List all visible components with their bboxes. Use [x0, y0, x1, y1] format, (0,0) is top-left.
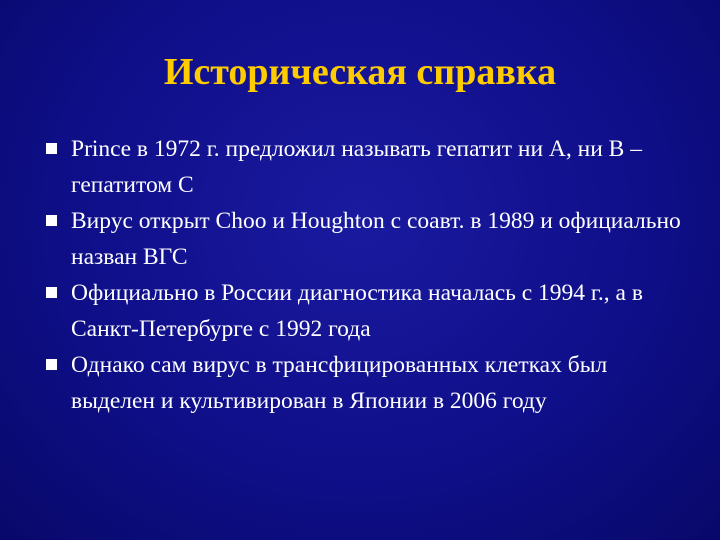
- slide-title: Историческая справка: [163, 51, 557, 93]
- bullet-item: [46, 275, 686, 347]
- bullet-list: [46, 131, 686, 419]
- bullet-text: Вирус открыт Choo и Houghton с соавт. в 1989 и официально назван ВГС: [71, 208, 681, 270]
- bullet-item: [46, 131, 686, 203]
- bullet-item: [46, 203, 686, 275]
- bullet-item: [46, 347, 686, 419]
- bullet-text: Prince в 1972 г. предложил называть гепатит ни А, ни В – гепатитом С: [71, 136, 642, 198]
- bullet-text: Однако сам вирус в трансфицированных клетках был выделен и культивирован в Японии в 2006 году: [71, 352, 608, 414]
- square-bullet-icon: [46, 143, 57, 154]
- square-bullet-icon: [46, 287, 57, 298]
- square-bullet-icon: [46, 215, 57, 226]
- bullet-text: Официально в России диагностика началась с 1994 г., а в Санкт-Петербурге с 1992 года: [71, 280, 643, 342]
- square-bullet-icon: [46, 359, 57, 370]
